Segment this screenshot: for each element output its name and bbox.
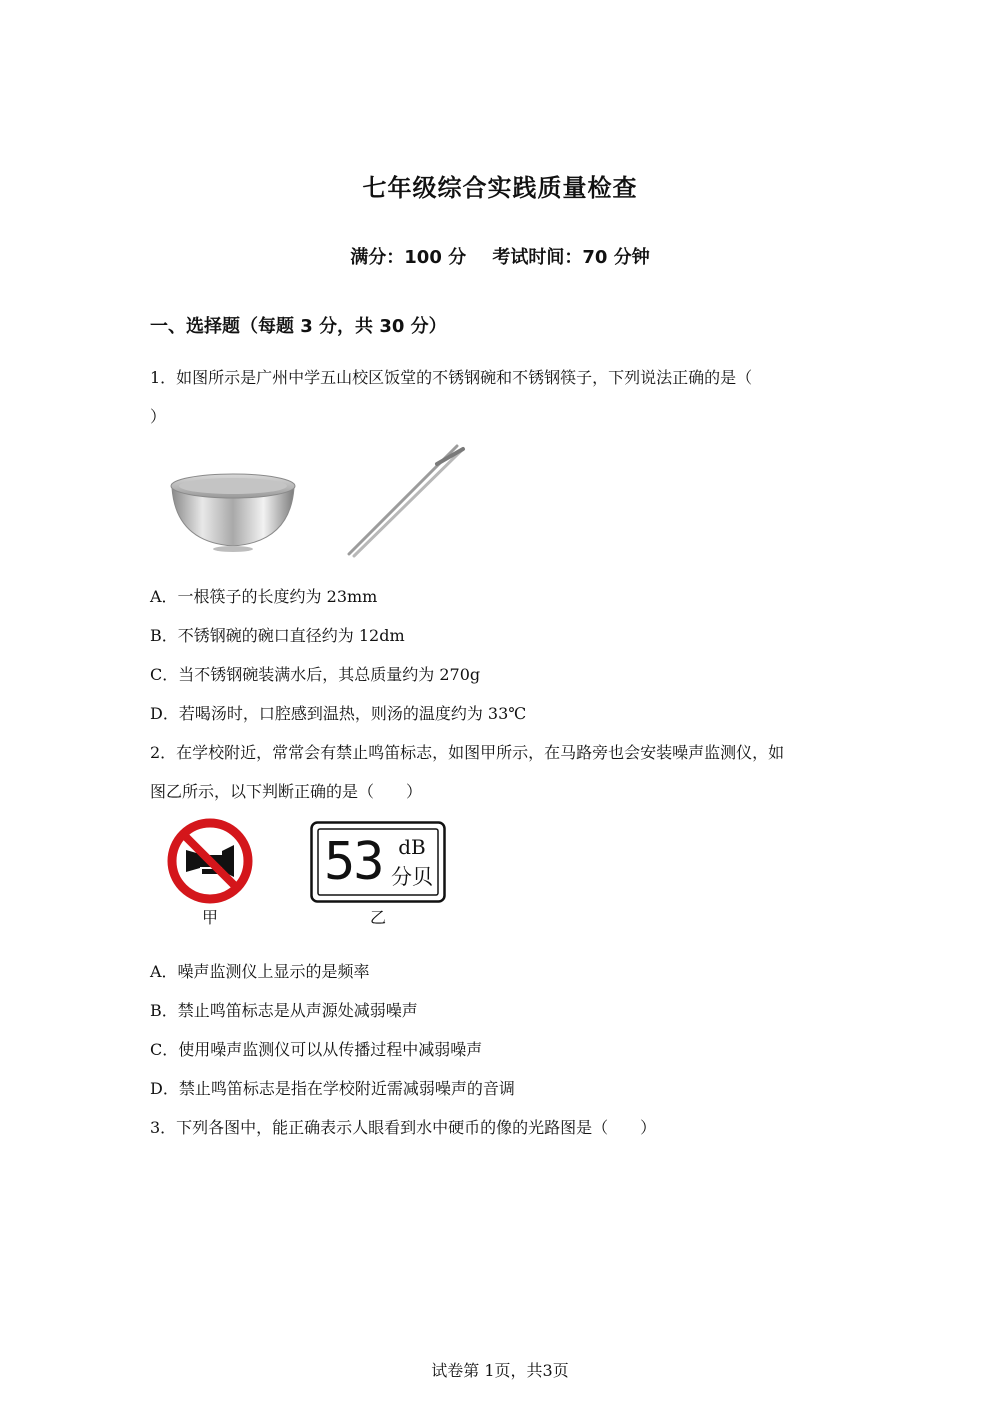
q2-option-d: D．禁止鸣笛标志是指在学校附近需减弱噪声的音调 <box>150 1079 515 1098</box>
q3-stem: 3．下列各图中，能正确表示人眼看到水中硬币的像的光路图是（ ） <box>150 1118 657 1137</box>
q2-option-a: A．噪声监测仪上显示的是频率 <box>150 962 370 981</box>
q1-option-a: A．一根筷子的长度约为 23mm <box>150 587 378 606</box>
section-heading: 一、选择题（每题 3 分，共 30 分） <box>150 316 447 337</box>
noise-meter <box>310 821 446 903</box>
q1-option-b: B．不锈钢碗的碗口直径约为 12dm <box>150 626 405 645</box>
full-score: 满分：100 分 <box>350 247 467 268</box>
exam-time: 考试时间：70 分钟 <box>492 247 650 268</box>
steel-bowl-icon <box>168 462 298 552</box>
page-title: 七年级综合实践质量检查 <box>362 174 638 202</box>
meter-unit-cn: 分贝 <box>391 865 433 889</box>
meter-reading: 53 <box>324 832 383 892</box>
page-footer: 试卷第 1页，共3页 <box>431 1361 569 1380</box>
q1-option-d: D．若喝汤时，口腔感到温热，则汤的温度约为 33℃ <box>150 704 527 723</box>
exam-info <box>0 243 1000 269</box>
q2-stem-line1: 2．在学校附近，常常会有禁止鸣笛标志，如图甲所示，在马路旁也会安装噪声监测仪，如 <box>150 743 785 762</box>
fig-caption-jia: 甲 <box>201 908 218 927</box>
q2-option-b: B．禁止鸣笛标志是从声源处减弱噪声 <box>150 1001 418 1020</box>
fig-caption-yi: 乙 <box>369 908 386 927</box>
q2-stem-line2: 图乙所示，以下判断正确的是（ ） <box>150 782 423 801</box>
q1-stem-line1: 1．如图所示是广州中学五山校区饭堂的不锈钢碗和不锈钢筷子，下列说法正确的是（ <box>150 368 753 387</box>
chopsticks-icon <box>345 442 467 560</box>
q1-stem-line2: ） <box>150 407 167 426</box>
q1-option-c: C．当不锈钢碗装满水后，其总质量约为 270g <box>150 665 481 684</box>
no-horn-sign-icon <box>166 817 254 905</box>
q2-option-c: C．使用噪声监测仪可以从传播过程中减弱噪声 <box>150 1040 483 1059</box>
meter-unit: dB <box>398 835 426 859</box>
